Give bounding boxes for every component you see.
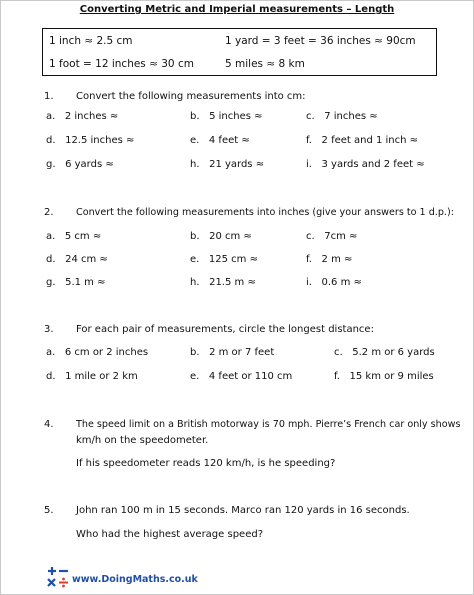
item-letter: c. <box>306 111 315 122</box>
q4-number: 4. <box>44 419 54 430</box>
item-letter: a. <box>46 111 56 122</box>
q2-number: 2. <box>44 207 54 218</box>
item-text: 125 cm ≈ <box>208 254 258 265</box>
math-operators-icon <box>45 565 71 589</box>
item-text: 2 m ≈ <box>321 254 353 265</box>
item-letter: g. <box>46 159 56 170</box>
q2-item-a <box>46 231 101 242</box>
q1-text: Convert the following measurements into cm: <box>76 91 306 102</box>
item-letter: c. <box>334 347 343 358</box>
q1-item-a <box>46 111 118 122</box>
item-text: 21 yards ≈ <box>209 159 265 170</box>
q4-line3: If his speedometer reads 120 km/h, is he speeding? <box>76 458 336 469</box>
item-letter: d. <box>46 254 56 265</box>
item-text: 7cm ≈ <box>324 231 358 242</box>
item-letter: d. <box>46 371 56 382</box>
logo-text: www.DoingMaths.co.uk <box>72 574 198 585</box>
item-text: 5.1 m ≈ <box>65 277 106 288</box>
q4-line2: km/h on the speedometer. <box>76 435 209 446</box>
item-letter: a. <box>46 347 56 358</box>
item-letter: i. <box>306 277 312 288</box>
item-text: 1 mile or 2 km <box>65 371 138 382</box>
item-text: 0.6 m ≈ <box>321 277 362 288</box>
q3-item-f <box>334 371 434 382</box>
item-text: 12.5 inches ≈ <box>65 135 135 146</box>
item-text: 21.5 m ≈ <box>209 277 256 288</box>
item-letter: b. <box>190 347 200 358</box>
q2-item-b <box>190 231 252 242</box>
item-text: 5 cm ≈ <box>64 231 102 242</box>
item-letter: f. <box>334 371 340 382</box>
q1-item-c <box>306 111 378 122</box>
fact-inch-cm: 1 inch ≈ 2.5 cm <box>49 35 133 47</box>
item-text: 4 feet or 110 cm <box>208 371 293 382</box>
item-text: 7 inches ≈ <box>324 111 378 122</box>
item-letter: h. <box>190 159 200 170</box>
q1-item-f <box>306 135 418 146</box>
q3-item-a <box>46 347 148 358</box>
item-letter: e. <box>190 254 200 265</box>
item-text: 15 km or 9 miles <box>349 371 434 382</box>
item-letter: f. <box>306 254 312 265</box>
item-text: 4 feet ≈ <box>208 135 250 146</box>
worksheet-title: Converting Metric and Imperial measurements – Length <box>79 4 395 15</box>
item-letter: g. <box>46 277 56 288</box>
q2-item-g <box>46 277 105 288</box>
q1-item-d <box>46 135 134 146</box>
doingmaths-logo <box>45 565 205 589</box>
q2-text: Convert the following measurements into inches (give your answers to 1 d.p.): <box>76 207 454 218</box>
item-letter: b. <box>190 111 200 122</box>
item-letter: e. <box>190 371 200 382</box>
q5-number: 5. <box>44 505 54 516</box>
q1-item-i <box>306 159 425 170</box>
q1-item-h <box>190 159 264 170</box>
q3-item-e <box>190 371 292 382</box>
q2-item-d <box>46 254 108 265</box>
q3-text: For each pair of measurements, circle the longest distance: <box>76 324 374 335</box>
fact-yard-feet: 1 yard = 3 feet = 36 inches ≈ 90cm <box>225 35 416 47</box>
item-text: 6 yards ≈ <box>65 159 114 170</box>
item-text: 3 yards and 2 feet ≈ <box>321 159 425 170</box>
fact-miles-km: 5 miles ≈ 8 km <box>225 58 305 70</box>
item-text: 5.2 m or 6 yards <box>352 347 435 358</box>
item-letter: f. <box>306 135 312 146</box>
item-text: 2 feet and 1 inch ≈ <box>321 135 419 146</box>
fact-foot-inches: 1 foot = 12 inches ≈ 30 cm <box>49 58 194 70</box>
q1-item-g <box>46 159 114 170</box>
q1-item-b <box>190 111 263 122</box>
item-text: 6 cm or 2 inches <box>64 347 149 358</box>
q1-item-e <box>190 135 250 146</box>
q3-item-c <box>334 347 435 358</box>
item-text: 2 inches ≈ <box>64 111 119 122</box>
item-text: 20 cm ≈ <box>209 231 252 242</box>
item-text: 2 m or 7 feet <box>209 347 275 358</box>
q1-number: 1. <box>44 91 54 102</box>
q2-item-c <box>306 231 357 242</box>
item-letter: h. <box>190 277 200 288</box>
item-letter: i. <box>306 159 312 170</box>
item-letter: e. <box>190 135 200 146</box>
item-text: 5 inches ≈ <box>209 111 263 122</box>
q2-item-f <box>306 254 352 265</box>
conversion-facts-box <box>42 28 437 76</box>
item-letter: d. <box>46 135 56 146</box>
q5-line1: John ran 100 m in 15 seconds. Marco ran 120 yards in 16 seconds. <box>76 505 410 516</box>
q2-item-e <box>190 254 258 265</box>
item-text: 24 cm ≈ <box>65 254 108 265</box>
q3-item-d <box>46 371 138 382</box>
q4-line1: The speed limit on a British motorway is 70 mph. Pierre’s French car only shows <box>76 419 461 430</box>
q5-line2: Who had the highest average speed? <box>76 529 264 540</box>
item-letter: b. <box>190 231 200 242</box>
item-letter: c. <box>306 231 315 242</box>
q2-item-h <box>190 277 256 288</box>
item-letter: a. <box>46 231 56 242</box>
q2-item-i <box>306 277 362 288</box>
q3-number: 3. <box>44 324 54 335</box>
q3-item-b <box>190 347 274 358</box>
